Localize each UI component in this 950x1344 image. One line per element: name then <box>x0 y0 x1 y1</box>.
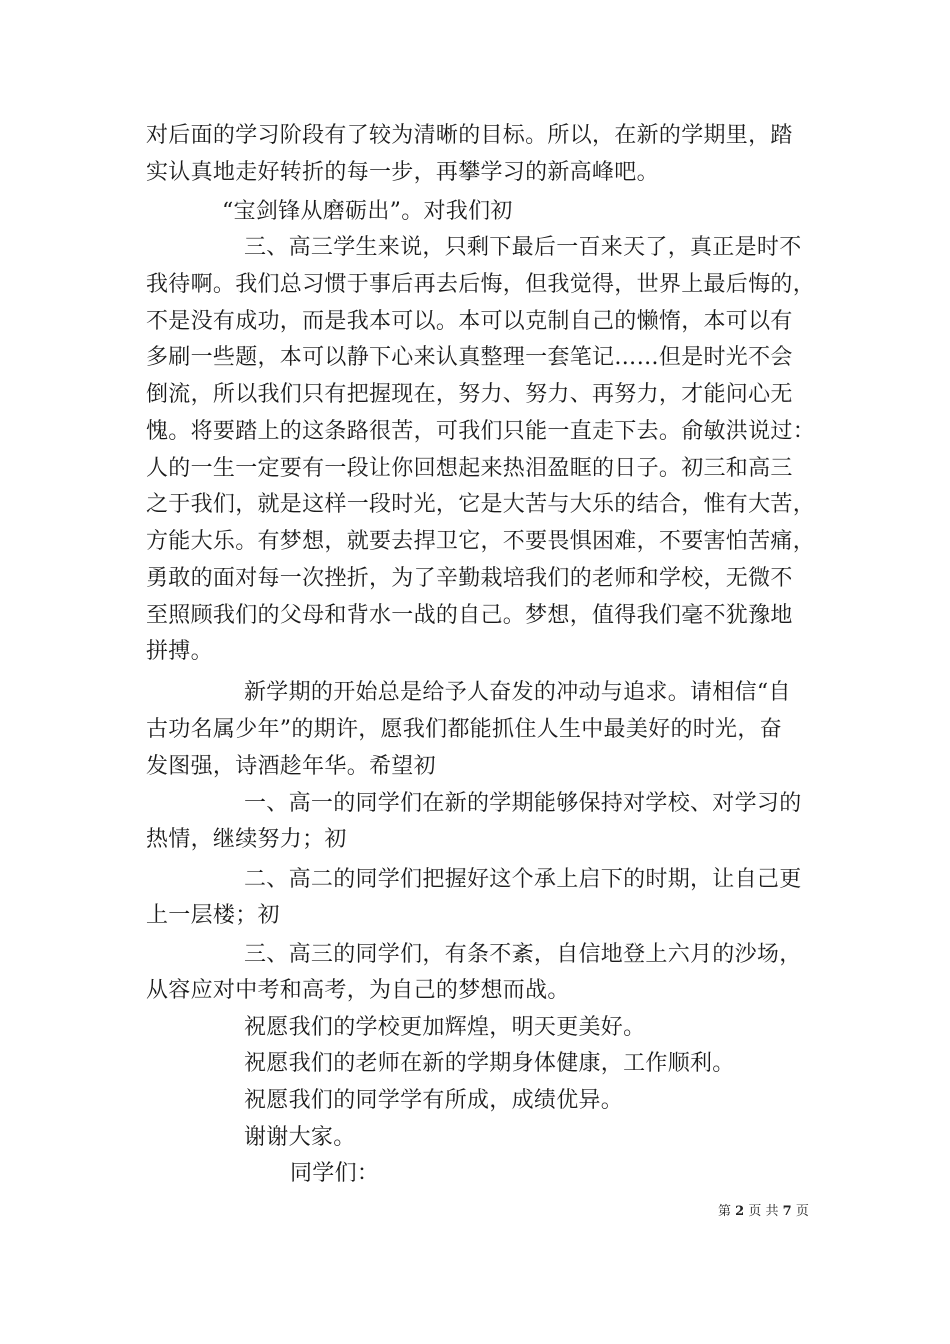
text-line: 新学期的开始总是给予人奋发的冲动与追求。请相信“自 <box>244 680 791 705</box>
text-line: 对后面的学习阶段有了较为清晰的目标。所以，在新的学期里，踏 <box>146 123 793 148</box>
footer-prefix: 第 <box>718 1204 732 1219</box>
text-line: 方能大乐。有梦想，就要去捍卫它，不要畏惧困难，不要害怕苦痛， <box>146 529 816 554</box>
text-line: 三、高三学生来说，只剩下最后一百来天了，真正是时不 <box>244 235 802 260</box>
text-line: 愧。将要踏上的这条路很苦，可我们只能一直走下去。俞敏洪说过： <box>146 419 816 444</box>
total-page-number: 7 <box>782 1204 792 1219</box>
text-line: 祝愿我们的学校更加辉煌，明天更美好。 <box>244 1015 646 1040</box>
text-line: 一、高一的同学们在新的学期能够保持对学校、对学习的 <box>244 791 802 816</box>
text-line: 二、高二的同学们把握好这个承上启下的时期，让自己更 <box>244 867 802 892</box>
footer-suffix: 页 <box>795 1204 809 1219</box>
text-line: 不是没有成功，而是我本可以。本可以克制自己的懒惰，本可以有 <box>146 309 793 334</box>
footer-middle: 页 共 <box>748 1204 779 1219</box>
text-line: 古功名属少年”的期许，愿我们都能抓住人生中最美好的时光，奋 <box>146 717 782 742</box>
text-line: 热情，继续努力；初 <box>146 827 347 852</box>
text-line: 实认真地走好转折的每一步，再攀学习的新高峰吧。 <box>146 160 659 185</box>
text-line: “宝剑锋从磨砺出”。对我们初 <box>222 199 513 224</box>
text-line: 祝愿我们的同学学有所成，成绩优异。 <box>244 1088 624 1113</box>
text-line: 谢谢大家。 <box>244 1125 356 1150</box>
text-line: 拼搏。 <box>146 639 213 664</box>
text-line: 勇敢的面对每一次挫折，为了辛勤栽培我们的老师和学校，无微不 <box>146 566 793 591</box>
text-line: 之于我们，就是这样一段时光，它是大苦与大乐的结合，惟有大苦， <box>146 492 816 517</box>
text-line: 发图强，诗酒趁年华。希望初 <box>146 754 436 779</box>
current-page-number: 2 <box>735 1204 745 1219</box>
text-line: 祝愿我们的老师在新的学期身体健康，工作顺利。 <box>244 1051 735 1076</box>
text-line: 至照顾我们的父母和背水一战的自己。梦想，值得我们毫不犹豫地 <box>146 603 793 628</box>
text-line: 三、高三的同学们，有条不紊，自信地登上六月的沙场， <box>244 942 802 967</box>
text-line: 同学们： <box>290 1161 380 1186</box>
page-number-footer <box>718 1203 809 1221</box>
text-line: 多刷一些题，本可以静下心来认真整理一套笔记……但是时光不会 <box>146 345 793 370</box>
text-line: 倒流，所以我们只有把握现在，努力、努力、再努力，才能问心无 <box>146 382 793 407</box>
text-line: 我待啊。我们总习惯于事后再去后悔，但我觉得，世界上最后悔的， <box>146 272 816 297</box>
text-line: 上一层楼；初 <box>146 903 280 928</box>
text-line: 人的一生一定要有一段让你回想起来热泪盈眶的日子。初三和高三 <box>146 456 793 481</box>
text-line: 从容应对中考和高考，为自己的梦想而战。 <box>146 978 570 1003</box>
